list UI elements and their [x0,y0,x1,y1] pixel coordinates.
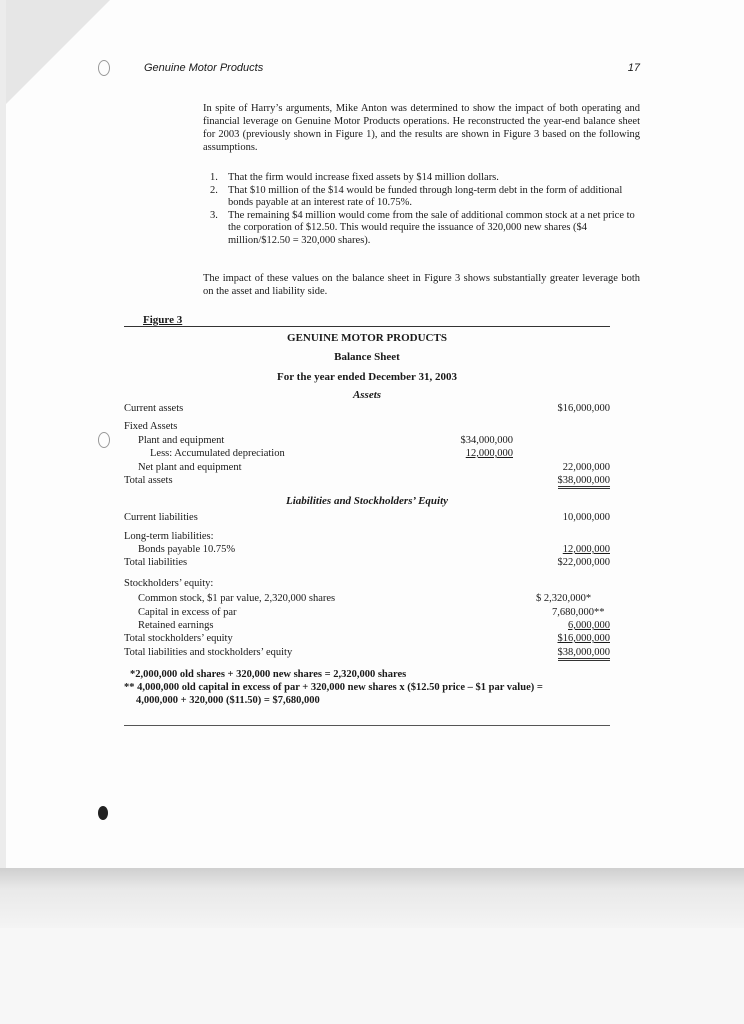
list-item [210,185,640,210]
row-value: $ 2,320,000* [536,593,592,604]
row-value: 22,000,000 [562,462,610,473]
row-label: Net plant and equipment [138,462,242,473]
list-number: 1. [210,172,218,183]
header-title: Genuine Motor Products [144,62,264,74]
list-item [210,172,640,185]
row-label: Less: Accumulated depreciation [150,448,285,459]
row-label: Total assets [124,475,173,486]
row-depreciation [124,447,610,460]
list-number: 3. [210,209,218,221]
row-equity-heading [124,577,610,590]
row-label: Retained earnings [138,620,214,631]
footnote-two-continued: 4,000,000 + 320,000 ($11.50) = $7,680,000 [136,695,320,706]
list-item [210,210,640,248]
scan-bottom-area [0,928,744,1024]
row-label: Current liabilities [124,512,198,523]
assets-heading: Assets [352,389,382,401]
page-corner-shadow [0,0,110,110]
row-total-liabilities [124,556,610,569]
company-name: GENUINE MOTOR PRODUCTS [287,332,447,344]
row-capital-excess [124,606,610,619]
running-header [144,62,640,78]
row-label: Total liabilities [124,557,188,568]
scan-shadow-strip [0,868,744,928]
figure-label: Figure 3 [143,314,183,326]
list-number: 2. [210,184,218,196]
row-retained-earnings [124,619,610,632]
statement-title: Balance Sheet [334,351,400,363]
row-current-liabilities [124,511,610,524]
row-total-equity [124,632,610,645]
row-label: Capital in excess of par [138,607,237,618]
row-label: Current assets [124,403,184,414]
row-plant [124,434,610,447]
row-label: Fixed Assets [124,421,178,432]
row-value: 7,680,000** [552,607,605,618]
row-value: 6,000,000 [568,620,610,631]
figure-top-rule [124,326,610,327]
liabilities-heading: Liabilities and Stockholders’ Equity [285,495,449,507]
row-common-stock [124,592,610,605]
list-text: The remaining $4 million would come from the sale of additional common stock at a net price to the corporation of $12.50. This would require the issuance of 320,000 new shares ($4 million/$12.50 = 320,000 shares). [228,209,635,246]
row-value: $38,000,000 [558,647,611,661]
row-label: Total stockholders’ equity [124,633,233,644]
row-bonds [124,543,610,556]
row-label: Long-term liabilities: [124,531,214,542]
row-value: $22,000,000 [557,557,610,568]
page-number: 17 [627,62,640,74]
row-total-liab-equity [124,646,610,659]
row-label: Plant and equipment [138,435,225,446]
list-text: That the firm would increase fixed assets by $14 million dollars. [228,172,499,183]
row-mid-value: 12,000,000 [465,448,513,459]
footnote-one: *2,000,000 old shares + 320,000 new shares = 2,320,000 shares [130,669,407,680]
row-mid-value: $34,000,000 [460,435,513,446]
row-value: $38,000,000 [558,475,611,489]
row-value: 12,000,000 [562,544,610,555]
row-label: Stockholders’ equity: [124,578,214,589]
list-text: That $10 million of the $14 would be funded through long-term debt in the form of additional bonds payable at an interest rate of 10.75%. [228,184,623,208]
row-value: $16,000,000 [557,403,610,414]
binder-hole-bottom [98,806,108,820]
assumptions-list [210,172,640,247]
row-net-plant [124,461,610,474]
row-fixed-assets [124,420,610,433]
row-current-assets [124,402,610,415]
statement-period: For the year ended December 31, 2003 [277,371,457,383]
intro-paragraph: In spite of Harry’s arguments, Mike Anton was determined to show the impact of both operating and financial leverage on Genuine Motor Products operations. He reconstructed the year-end balance sheet for 2003 (previously shown in Figure 1), and the results are shown in Figure 3 based on the following assumptions. [203,103,640,153]
footnote-two: ** 4,000,000 old capital in excess of par + 320,000 new shares x ($12.50 price – $1 par value) = [124,682,543,693]
binder-hole-top [98,60,110,76]
row-label: Bonds payable 10.75% [138,544,236,555]
figure-bottom-rule [124,725,610,726]
row-label: Common stock, $1 par value, 2,320,000 shares [138,593,336,604]
binder-hole-middle [98,432,110,448]
row-long-term [124,530,610,543]
row-total-assets [124,474,610,487]
row-value: $16,000,000 [557,633,610,644]
row-label: Total liabilities and stockholders’ equity [124,647,293,658]
impact-paragraph: The impact of these values on the balance sheet in Figure 3 shows substantially greater leverage both on the asset and liability side. [203,273,640,297]
row-value: 10,000,000 [562,512,610,523]
